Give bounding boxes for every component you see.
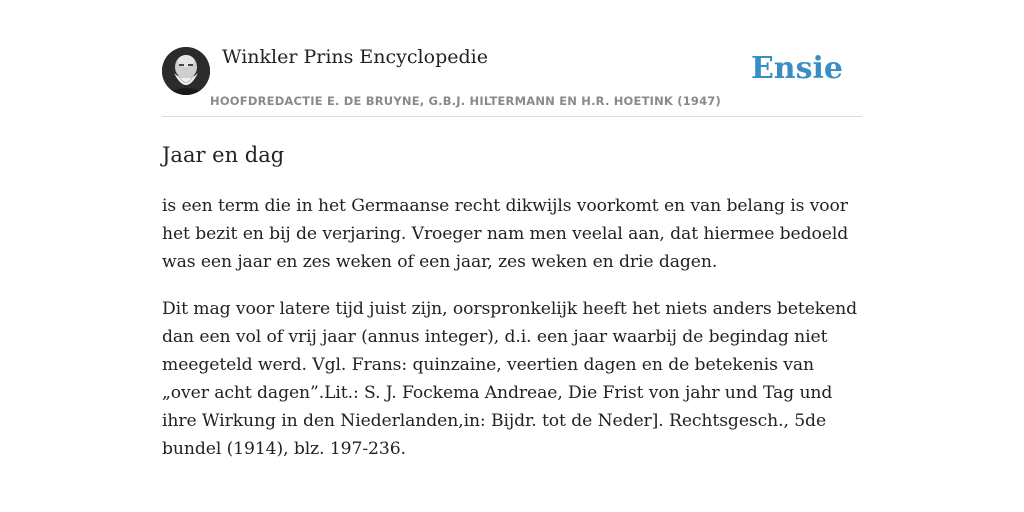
source-header xyxy=(162,45,862,117)
article xyxy=(162,140,862,463)
source-title[interactable]: Winkler Prins Encyclopedie xyxy=(222,46,488,68)
entry-title: Jaar en dag xyxy=(162,143,285,167)
article-paragraph: Dit mag voor latere tijd juist zijn, oorspronkelijk heeft het niets anders betekend dan een vol of vrij jaar (annus integer), d.i. een jaar waarbij de begindag niet meegeteld werd. Vgl. Frans: quinzaine, veertien dagen en de betekenis van „over acht dagen”.Lit.: S. J. Fockema Andreae, Die Frist von jahr und Tag und ihre Wirkung in den Niederlanden,in: Bijdr. tot de Neder]. Rechtsgesch., 5de bundel (1914), blz. 197-236. xyxy=(162,299,858,459)
article-paragraph: is een term die in het Germaanse recht dikwijls voorkomt en van belang is voor het bezit en bij de verjaring. Vroeger nam men veelal aan, dat hiermee bedoeld was een jaar en zes weken of een jaar, zes weken en drie dagen. xyxy=(162,196,849,272)
ensie-logo-link[interactable]: Ensie xyxy=(750,51,843,86)
author-avatar[interactable] xyxy=(162,47,210,95)
source-editors: HOOFDREDACTIE E. DE BRUYNE, G.B.J. HILTERMANN EN H.R. HOETINK (1947) xyxy=(210,94,721,108)
bearded-man-portrait-icon xyxy=(162,47,210,95)
